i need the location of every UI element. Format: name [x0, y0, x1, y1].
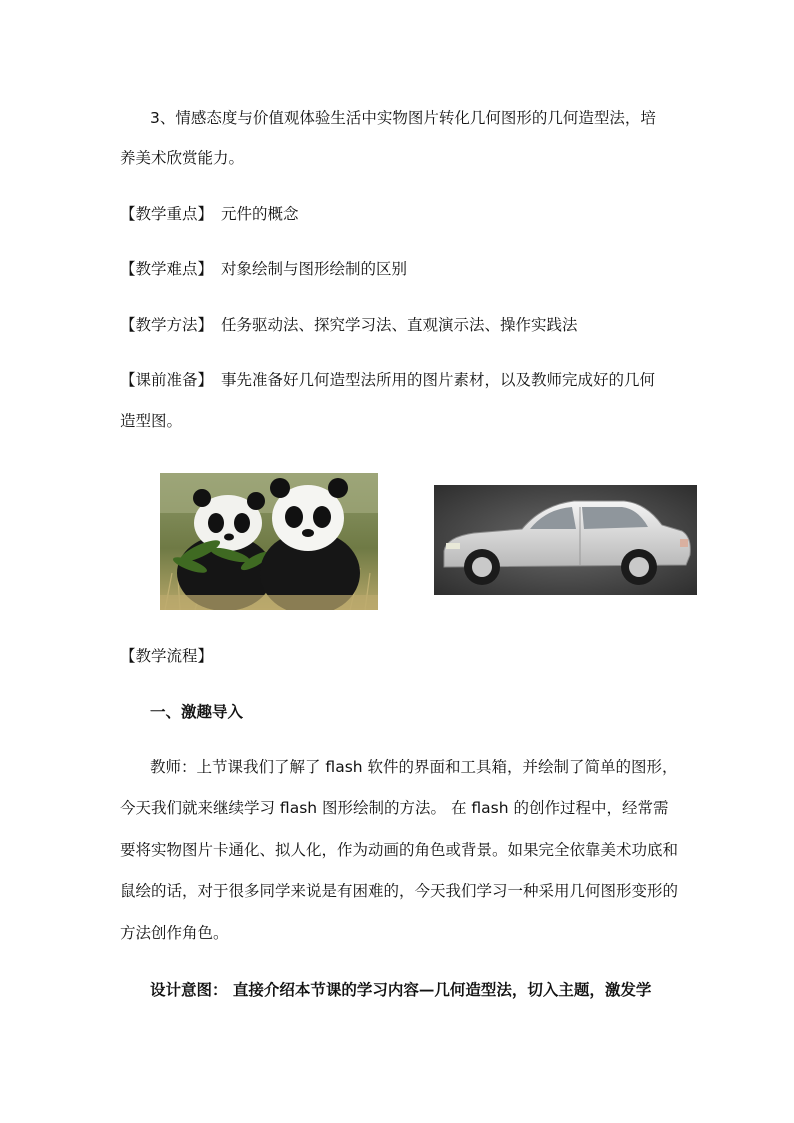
car-photo	[434, 485, 697, 595]
key-point-text: 元件的概念	[221, 205, 299, 223]
paragraph-line-4: 鼠绘的话，对于很多同学来说是有困难的，今天我们学习一种采用几何图形变形的	[120, 882, 679, 900]
preparation-label: 【课前准备】	[120, 371, 214, 389]
paragraph-line-1: 教师：上节课我们了解了 flash 软件的界面和工具箱，并绘制了简单的图形，	[150, 758, 678, 776]
design-intent: 设计意图： 直接介绍本节课的学习内容—几何造型法，切入主题，激发学	[150, 980, 652, 999]
difficulty-text: 对象绘制与图形绘制的区别	[221, 260, 408, 278]
difficulty-label: 【教学难点】	[120, 260, 214, 278]
key-point-label: 【教学重点】	[120, 205, 214, 223]
preparation-row	[120, 370, 680, 390]
paragraph-line-3: 要将实物图片卡通化、拟人化，作为动画的角色或背景。如果完全依靠美术功底和	[120, 841, 679, 859]
objective-line-2: 养美术欣赏能力。	[120, 149, 245, 167]
key-point-row	[120, 204, 680, 224]
part1-heading: 一、激趣导入	[150, 703, 244, 721]
method-row	[120, 315, 680, 335]
preparation-text-1: 事先准备好几何造型法所用的图片素材，以及教师完成好的几何	[221, 371, 656, 389]
paragraph-line-5: 方法创作角色。	[120, 924, 229, 942]
car-illustration	[434, 485, 697, 595]
panda-photo	[160, 473, 378, 610]
method-text: 任务驱动法、探究学习法、直观演示法、操作实践法	[221, 316, 578, 334]
panda-illustration	[160, 473, 378, 610]
method-label: 【教学方法】	[120, 316, 214, 334]
paragraph-line-2: 今天我们就来继续学习 flash 图形绘制的方法。 在 flash 的创作过程中，经常需	[120, 799, 669, 817]
difficulty-row	[120, 259, 680, 279]
process-label: 【教学流程】	[120, 647, 214, 665]
preparation-text-2: 造型图。	[120, 412, 183, 430]
objective-line-1: 3、情感态度与价值观体验生活中实物图片转化几何图形的几何造型法，培	[150, 109, 656, 127]
